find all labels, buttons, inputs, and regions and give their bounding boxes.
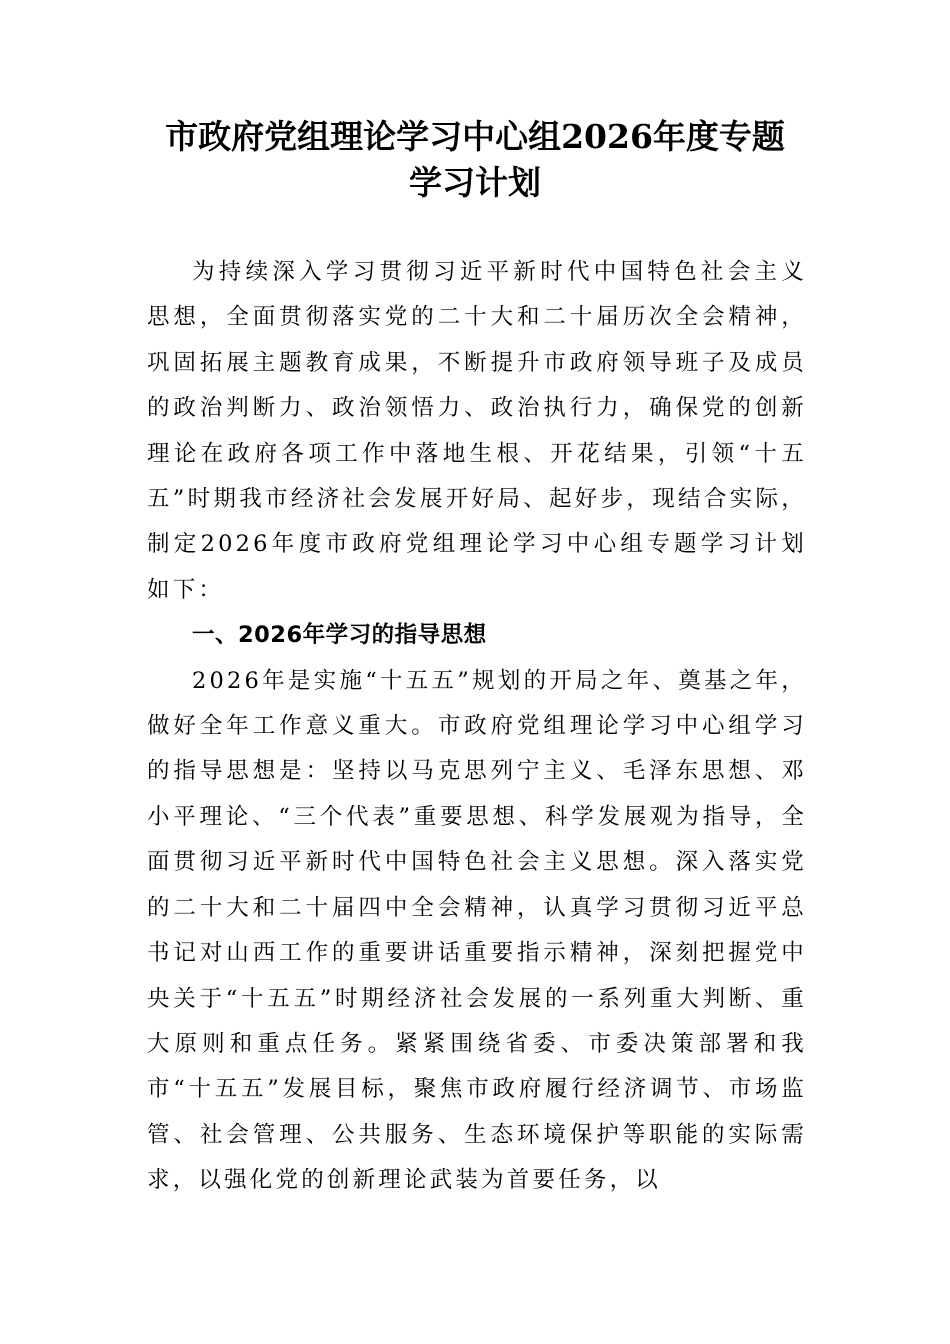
section-1-paragraph: 2026年是实施“十五五”规划的开局之年、奠基之年，做好全年工作意义重大。市政府党组理论学习中心组学习的指导思想是：坚持以马克思列宁主义、毛泽东思想、邓小平理论、“三个代表”重要思想、科学发展观为指导，全面贯彻习近平新时代中国特色社会主义思想。深入落实党的二十大和二十届四中全会精神，认真学习贯彻习近平总书记对山西工作的重要讲话重要指示精神，深刻把握党中央关于“十五五”时期经济社会发展的一系列重大判断、重大原则和重点任务。紧紧围绕省委、市委决策部署和我市“十五五”发展目标，聚焦市政府履行经济调节、市场监管、社会管理、公共服务、生态环境保护等职能的实际需求，以强化党的创新理论武装为首要任务，以: [147, 667, 807, 1194]
document-body: [147, 250, 807, 1204]
section-1-heading: 一、2026年学习的指导思想: [192, 622, 487, 649]
intro-paragraph: 为持续深入学习贯彻习近平新时代中国特色社会主义思想，全面贯彻落实党的二十大和二十届历次全会精神，巩固拓展主题教育成果，不断提升市政府领导班子及成员的政治判断力、政治领悟力、政治执行力，确保党的创新理论在政府各项工作中落地生根、开花结果，引领“十五五”时期我市经济社会发展开好局、起好步，现结合实际，制定2026年度市政府党组理论学习中心组专题学习计划如下：: [147, 259, 807, 603]
document-title: [120, 114, 830, 206]
title-line-1: 市政府党组理论学习中心组2026年度专题: [165, 117, 785, 156]
title-line-2: 学习计划: [409, 163, 541, 202]
